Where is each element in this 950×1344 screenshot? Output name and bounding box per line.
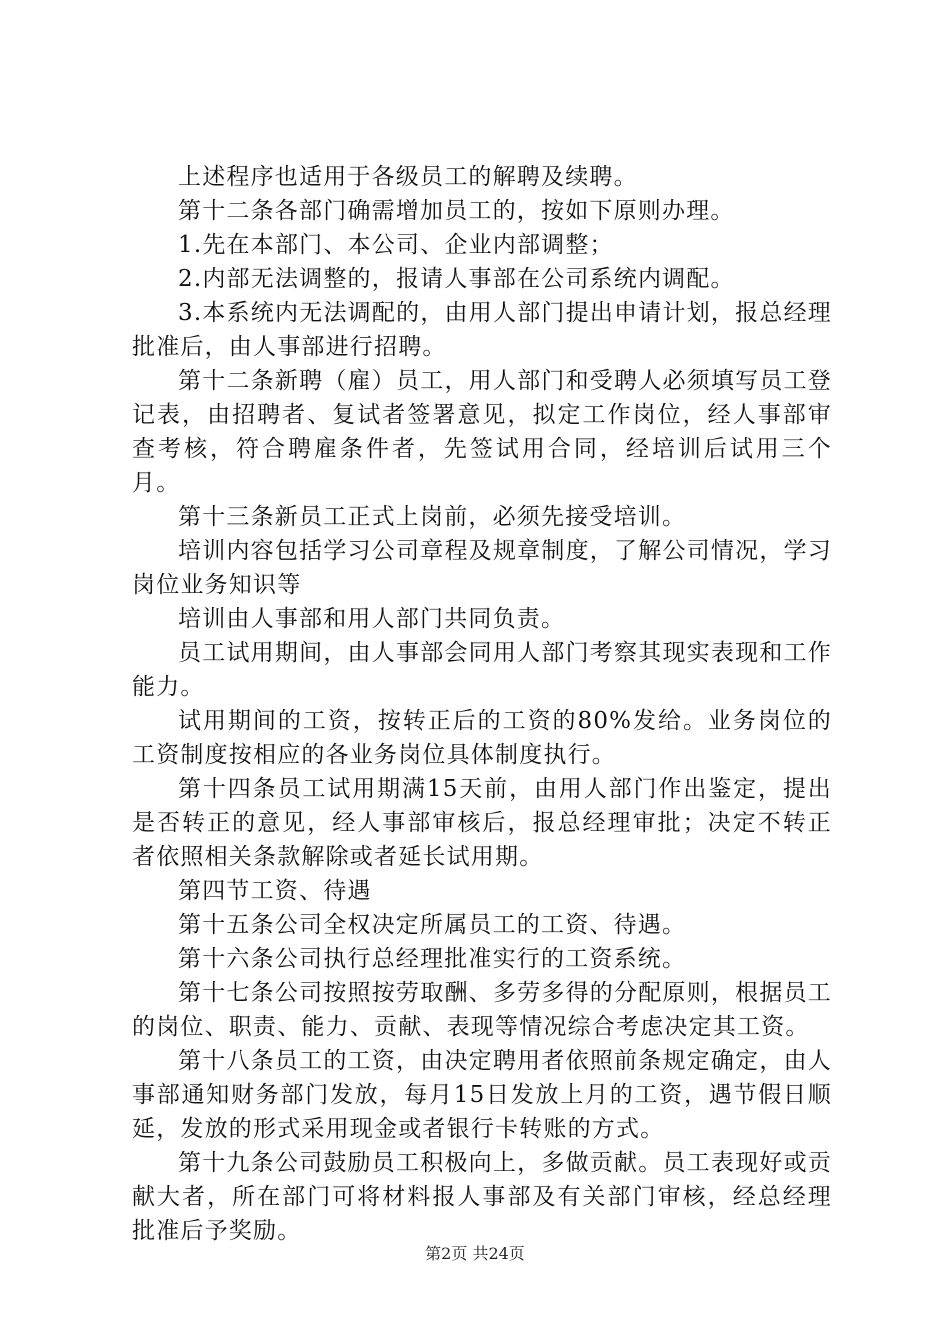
paragraph: 第十九条公司鼓励员工积极向上，多做贡献。员工表现好或贡献大者，所在部门可将材料报人事部及有关部门审核，经总经理批准后予奖励。 — [132, 1150, 832, 1244]
paragraph: 3.本系统内无法调配的，由用人部门提出申请计划，报总经理批准后，由人事部进行招聘。 — [132, 300, 832, 360]
paragraph: 第十四条员工试用期满15天前，由用人部门作出鉴定，提出是否转正的意见，经人事部审核后，报总经理审批；决定不转正者依照相关条款解除或者延长试用期。 — [132, 776, 832, 870]
paragraph: 培训内容包括学习公司章程及规章制度，了解公司情况，学习岗位业务知识等 — [132, 538, 832, 598]
paragraph: 第十三条新员工正式上岗前，必须先接受培训。 — [178, 504, 687, 530]
document-body — [132, 160, 832, 1248]
paragraph: 1.先在本部门、本公司、企业内部调整； — [178, 232, 614, 258]
paragraph: 第十八条员工的工资，由决定聘用者依照前条规定确定，由人事部通知财务部门发放，每月15日发放上月的工资，遇节假日顺延，发放的形式采用现金或者银行卡转账的方式。 — [132, 1048, 832, 1142]
paragraph: 2.内部无法调整的，报请人事部在公司系统内调配。 — [178, 266, 735, 292]
paragraph: 第十二条各部门确需增加员工的，按如下原则办理。 — [178, 198, 735, 224]
section-heading: 第四节工资、待遇 — [178, 878, 372, 904]
page-number-footer: 第2页 共24页 — [425, 1244, 525, 1263]
paragraph: 第十二条新聘（雇）员工，用人部门和受聘人必须填写员工登记表，由招聘者、复试者签署意见，拟定工作岗位，经人事部审查考核，符合聘雇条件者，先签试用合同，经培训后试用三个月。 — [132, 368, 832, 496]
paragraph: 第十六条公司执行总经理批准实行的工资系统。 — [178, 946, 687, 972]
paragraph: 试用期间的工资，按转正后的工资的80%发给。业务岗位的工资制度按相应的各业务岗位具体制度执行。 — [132, 708, 832, 768]
paragraph: 员工试用期间，由人事部会同用人部门考察其现实表现和工作能力。 — [132, 640, 832, 700]
paragraph: 培训由人事部和用人部门共同负责。 — [178, 606, 566, 632]
paragraph: 上述程序也适用于各级员工的解聘及续聘。 — [178, 164, 638, 190]
paragraph: 第十五条公司全权决定所属员工的工资、待遇。 — [178, 912, 687, 938]
paragraph: 第十七条公司按照按劳取酬、多劳多得的分配原则，根据员工的岗位、职责、能力、贡献、表现等情况综合考虑决定其工资。 — [132, 980, 832, 1040]
